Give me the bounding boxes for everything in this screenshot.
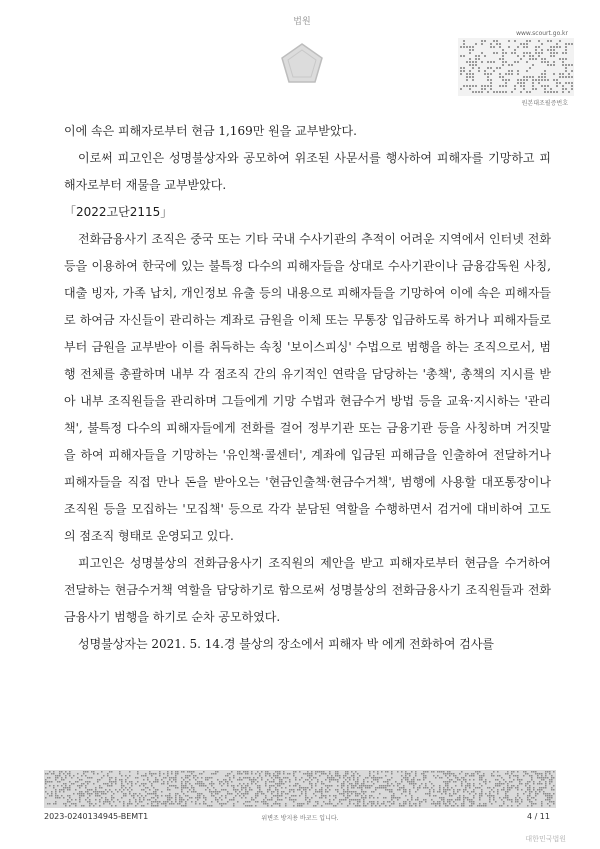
document-id: 2023-0240134945-BEMT1: [44, 812, 149, 821]
paragraph-5: 성명불상자는 2021. 5. 14.경 불상의 장소에서 피해자 박 에게 전화하여 검사를: [78, 637, 495, 651]
court-seal-icon: [280, 42, 324, 86]
qr-caption: 원본대조필증번호: [521, 100, 568, 107]
paragraph-3: 전화금융사기 조직은 중국 또는 기타 국내 수사기관의 추적이 어려운 지역에서 인터넷 전화 등을 이용하여 한국에 있는 불특정 다수의 피해자들을 상대로 수사기관이나 금융감독원 사칭, 대출 빙자, 가족 납치, 개인정보 유출 등의 내용으로 피해자들을 기망하여 이에 속은 피해자들로 하여금 자신들이 관리하는 계좌로 금원을 이체 또는 무통장 입금하도록 하거나 피해자들로부터 금원을 교부받아 이를 취득하는 속칭 '보이스피싱' 수법으로 범행을 하는 조직으로서, 범행 전체를 총괄하며 내부 각 점조직 간의 유기적인 연락을 담당하는 '총책', 총책의 지시를 받아 내부 조직원들을 관리하며 그들에게 기망 수법과 현금수거 방법 등을 교육·지시하는 '관리책', 불특정 다수의 피해자들에게 전화를 걸어 정부기관 또는 금융기관 등을 사칭하며 거짓말을 하여 피해자들을 기망하는 '유인책·콜센터', 계좌에 입금된 피해금을 인출하여 전달하거나 피해자들을 직접 만나 돈을 받아오는 '현금인출책·현금수거책', 범행에 사용할 대포통장이나 조직원 등을 모집하는 '모집책' 등으로 각각 분담된 역할을 수행하면서 검거에 대비하여 고도의 점조직 형태로 운영되고 있다.: [64, 232, 551, 543]
paragraph-1: 이에 속은 피해자로부터 현금 1,169만 원을 교부받았다.: [64, 124, 357, 138]
page-number: 4 / 11: [526, 812, 550, 821]
court-mark: 대한민국법원: [525, 835, 566, 843]
judgment-body: [64, 118, 551, 658]
court-url: www.scourt.go.kr: [516, 30, 568, 37]
anti-forgery-barcode: [44, 770, 556, 808]
case-number-heading: 「2022고단2115」: [64, 205, 173, 219]
barcode-note: 위변조 방지용 바코드 입니다.: [261, 815, 339, 822]
verification-qr-code: [458, 38, 574, 96]
paragraph-2: 이로써 피고인은 성명불상자와 공모하여 위조된 사문서를 행사하여 피해자를 기망하고 피해자로부터 재물을 교부받았다.: [64, 151, 551, 192]
seal-text: 법원: [293, 17, 311, 27]
paragraph-4: 피고인은 성명불상의 전화금융사기 조직원의 제안을 받고 피해자로부터 현금을 수거하여 전달하는 현금수거책 역할을 담당하기로 함으로써 성명불상의 전화금융사기 조직원들과 전화금융사기 범행을 하기로 순차 공모하였다.: [64, 556, 551, 624]
